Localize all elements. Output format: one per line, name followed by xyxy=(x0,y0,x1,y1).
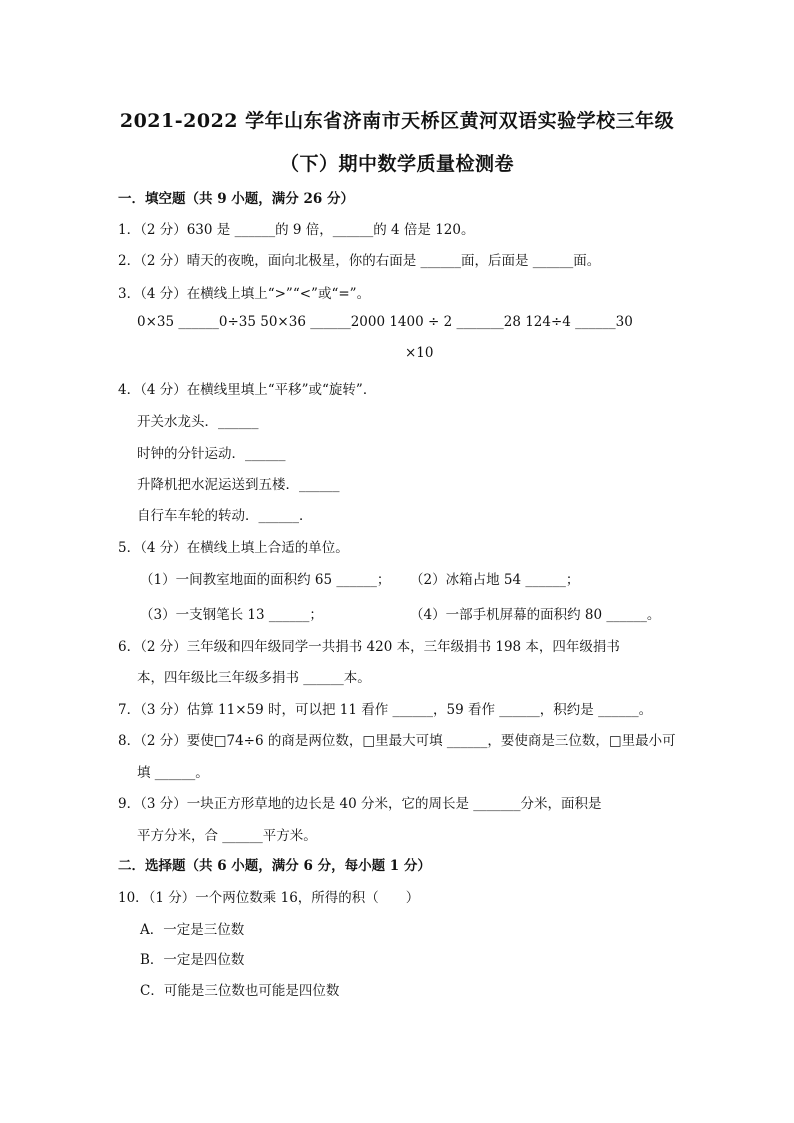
question-4-item: 升降机把水泥运送到五楼．______ xyxy=(137,477,340,493)
question-5-part-3: （3）一支钢笔长 13 ______； xyxy=(140,607,323,623)
question-9-line-1: 9．（3 分）一块正方形草地的边长是 40 分米，它的周长是 _______分米，面积是 xyxy=(118,796,602,812)
question-5-part-1: （1）一间教室地面的面积约 65 ______； xyxy=(140,572,391,588)
question-3-stem: 3．（4 分）在横线上填上“>”“<”或“=”。 xyxy=(118,286,371,302)
question-8-line-2: 填 ______。 xyxy=(137,765,209,781)
question-10-option-b: B．一定是四位数 xyxy=(140,952,245,968)
question-10-stem: 10．（1 分）一个两位数乘 16，所得的积（ ） xyxy=(118,890,420,906)
question-5-part-4: （4）一部手机屏幕的面积约 80 ______。 xyxy=(410,607,661,623)
question-4-item: 时钟的分针运动．______ xyxy=(137,446,286,462)
question-2: 2．（2 分）晴天的夜晚，面向北极星，你的右面是 ______面，后面是 ______面。 xyxy=(118,253,601,269)
question-3-comparisons: 0×35 ______0÷35 50×36 ______2000 1400 ÷ 2 _______28 124÷4 ______30 xyxy=(137,314,633,330)
section-2-heading: 二．选择题（共 6 小题，满分 6 分，每小题 1 分） xyxy=(118,858,431,874)
question-4-item: 自行车车轮的转动．______． xyxy=(137,508,313,524)
question-5-stem: 5．（4 分）在横线上填上合适的单位。 xyxy=(118,540,349,556)
question-1: 1．（2 分）630 是 ______的 9 倍，______的 4 倍是 120。 xyxy=(118,222,475,238)
question-4-item: 开关水龙头．______ xyxy=(137,414,259,430)
question-6-line-1: 6．（2 分）三年级和四年级同学一共捐书 420 本，三年级捐书 198 本，四年级捐书 xyxy=(118,639,620,655)
question-10-option-c: C．可能是三位数也可能是四位数 xyxy=(140,983,340,999)
question-10-option-a: A．一定是三位数 xyxy=(140,922,245,938)
exam-title-line-1: 2021-2022 学年山东省济南市天桥区黄河双语实验学校三年级 xyxy=(119,110,675,132)
question-3-comparisons-wrap: ×10 xyxy=(405,345,434,361)
question-8-line-1: 8．（2 分）要使□74÷6 的商是两位数，□里最大可填 ______，要使商是三位数，□里最小可 xyxy=(118,733,676,749)
question-4-stem: 4．（4 分）在横线里填上“平移”或“旋转”． xyxy=(118,382,377,398)
exam-title-line-2: （下）期中数学质量检测卷 xyxy=(279,153,514,175)
section-1-heading: 一．填空题（共 9 小题，满分 26 分） xyxy=(118,191,354,207)
question-6-line-2: 本，四年级比三年级多捐书 ______本。 xyxy=(137,670,371,686)
question-5-part-2: （2）冰箱占地 54 ______； xyxy=(410,572,580,588)
question-7: 7．（3 分）估算 11×59 时，可以把 11 看作 ______，59 看作 ______，积约是 ______。 xyxy=(118,702,653,718)
question-9-line-2: 平方分米，合 ______平方米。 xyxy=(137,828,317,844)
